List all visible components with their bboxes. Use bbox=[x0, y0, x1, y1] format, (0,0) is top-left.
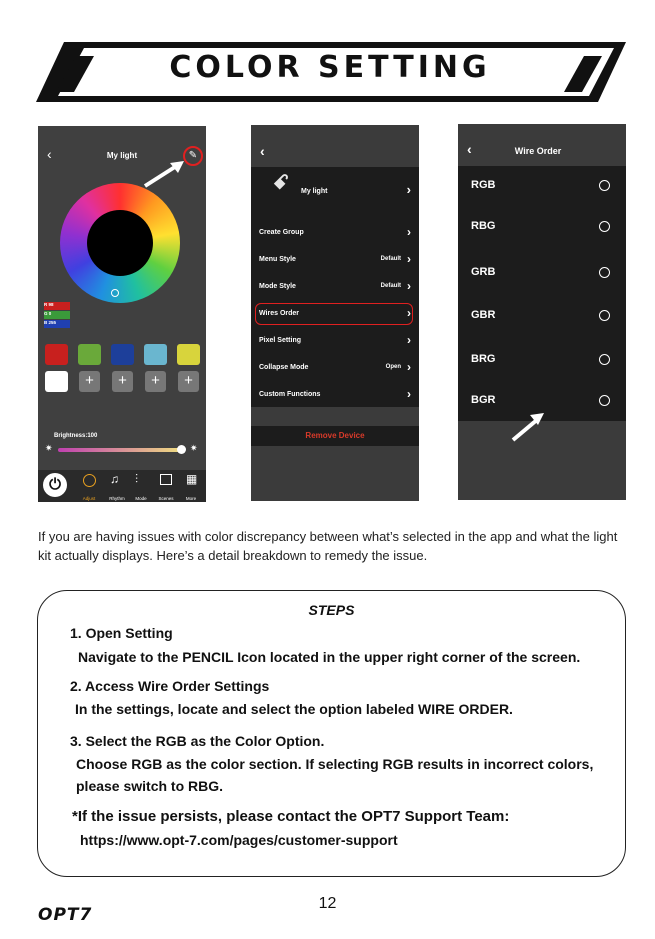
device-name: My light bbox=[301, 188, 328, 195]
add-swatch-button[interactable]: + bbox=[178, 371, 199, 392]
nav-adjust[interactable]: Adjust bbox=[82, 496, 96, 501]
phone-screen-color-wheel bbox=[38, 126, 206, 502]
power-button[interactable]: ⏻ bbox=[43, 473, 67, 497]
swatch-cyan[interactable] bbox=[144, 344, 167, 365]
sun-low-icon: ✷ bbox=[45, 443, 53, 453]
chevron-right-icon: › bbox=[407, 306, 411, 320]
wire-option-grb[interactable]: GRB bbox=[458, 253, 626, 293]
back-icon[interactable]: ‹ bbox=[467, 141, 472, 157]
chevron-right-icon[interactable]: › bbox=[406, 182, 411, 197]
nav-mode[interactable]: Mode bbox=[135, 496, 147, 501]
wheel-cursor[interactable] bbox=[111, 289, 119, 297]
arrow-pointer-icon bbox=[510, 411, 546, 443]
radio-icon bbox=[599, 221, 610, 232]
support-note: *If the issue persists, please contact the OPT7 Support Team: bbox=[72, 808, 510, 825]
intro-paragraph: If you are having issues with color discrepancy between what’s selected in the app and what the light kit actually displays. Here’s a detail breakdown to remedy the issue. bbox=[38, 529, 618, 563]
settings-row-pixel-setting[interactable]: Pixel Setting › bbox=[259, 333, 411, 347]
radio-icon bbox=[599, 267, 610, 278]
add-swatch-button[interactable]: + bbox=[112, 371, 133, 392]
settings-menu bbox=[251, 167, 419, 407]
nav-more[interactable]: More bbox=[185, 496, 197, 501]
step-heading: 3. Select the RGB as the Color Option. bbox=[70, 733, 325, 749]
step-detail: In the settings, locate and select the option labeled WIRE ORDER. bbox=[75, 701, 513, 717]
brightness-slider[interactable] bbox=[58, 448, 184, 452]
radio-icon bbox=[599, 395, 610, 406]
color-wheel[interactable] bbox=[60, 183, 180, 303]
nav-scenes[interactable]: Scenes bbox=[158, 496, 174, 501]
rgb-readout: R 98 G 0 B 255 bbox=[44, 302, 70, 328]
back-icon[interactable]: ‹ bbox=[260, 143, 265, 159]
wire-option-rbg[interactable]: RBG bbox=[458, 207, 626, 247]
brand-logo: OPT7 bbox=[38, 905, 93, 925]
wire-order-list bbox=[458, 166, 626, 421]
step-detail: Navigate to the PENCIL Icon located in the upper right corner of the screen. bbox=[78, 649, 581, 665]
settings-row-create-group[interactable]: Create Group › bbox=[259, 225, 411, 239]
arrow-pointer-icon bbox=[142, 159, 186, 189]
swatch-green[interactable] bbox=[78, 344, 101, 365]
settings-row-wires-order[interactable]: Wires Order › bbox=[259, 306, 411, 320]
led-strip-icon: ꗃ bbox=[273, 172, 289, 194]
step-detail: Choose RGB as the color section. If selecting RGB results in incorrect colors, please switch to RBG. bbox=[76, 756, 594, 794]
radio-icon bbox=[599, 354, 610, 365]
swatch-red[interactable] bbox=[45, 344, 68, 365]
radio-icon bbox=[599, 180, 610, 191]
clapper-icon bbox=[160, 474, 172, 485]
wire-option-gbr[interactable]: GBR bbox=[458, 296, 626, 336]
screen-title: Wire Order bbox=[514, 146, 562, 156]
wire-option-rgb[interactable]: RGB bbox=[458, 166, 626, 206]
chevron-right-icon: › bbox=[407, 333, 411, 347]
settings-row-custom-functions[interactable]: Custom Functions › bbox=[259, 387, 411, 401]
slider-knob[interactable] bbox=[177, 445, 186, 454]
chevron-right-icon: › bbox=[407, 279, 411, 293]
wires-order-highlight bbox=[255, 303, 413, 325]
phone-screen-wire-order bbox=[458, 124, 626, 500]
sun-high-icon: ✷ bbox=[190, 443, 198, 453]
chevron-right-icon: › bbox=[407, 360, 411, 374]
nav-rhythm[interactable]: Rhythm bbox=[109, 496, 125, 501]
adjust-icon[interactable] bbox=[83, 474, 96, 487]
page-number: 12 bbox=[318, 895, 337, 912]
step-heading: 2. Access Wire Order Settings bbox=[70, 678, 270, 694]
add-swatch-button[interactable]: + bbox=[145, 371, 166, 392]
swatch-white[interactable] bbox=[45, 371, 68, 392]
music-note-icon: ♫ bbox=[110, 472, 119, 486]
settings-row-mode-style[interactable]: Mode Style Default › bbox=[259, 279, 411, 293]
radio-icon bbox=[599, 310, 610, 321]
step-heading: 1. Open Setting bbox=[70, 625, 173, 641]
pencil-icon[interactable]: ✎ bbox=[183, 146, 203, 166]
swatch-yellow[interactable] bbox=[177, 344, 200, 365]
remove-device-button[interactable]: Remove Device bbox=[251, 426, 419, 446]
wire-option-bgr[interactable]: BGR bbox=[458, 381, 626, 421]
sliders-icon: ⫶ bbox=[135, 472, 139, 486]
chevron-right-icon: › bbox=[407, 225, 411, 239]
add-swatch-button[interactable]: + bbox=[79, 371, 100, 392]
page-title: COLOR SETTING bbox=[169, 50, 491, 85]
settings-row-collapse-mode[interactable]: Collapse Mode Open › bbox=[259, 360, 411, 374]
chevron-right-icon: › bbox=[407, 387, 411, 401]
steps-title: STEPS bbox=[308, 602, 355, 618]
swatch-blue[interactable] bbox=[111, 344, 134, 365]
steps-box bbox=[37, 590, 626, 877]
wire-option-brg[interactable]: BRG bbox=[458, 340, 626, 380]
brightness-label: Brightness:100 bbox=[54, 433, 98, 439]
screen-title: My light bbox=[106, 151, 138, 160]
grid-icon: ▦ bbox=[186, 472, 198, 486]
bottom-nav bbox=[38, 470, 206, 502]
back-icon[interactable]: ‹ bbox=[47, 146, 52, 162]
phone-screen-settings bbox=[251, 125, 419, 501]
settings-row-menu-style[interactable]: Menu Style Default › bbox=[259, 252, 411, 266]
chevron-right-icon: › bbox=[407, 252, 411, 266]
support-url[interactable]: https://www.opt-7.com/pages/customer-support bbox=[80, 832, 398, 848]
